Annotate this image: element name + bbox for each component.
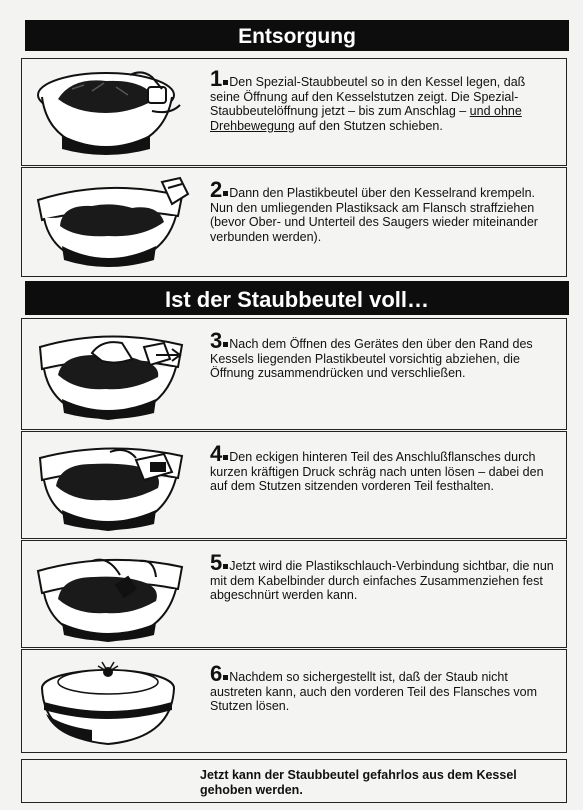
step-6-instruction: Nachdem so sichergestellt ist, daß der Staub nicht austreten kann, auch den vorderen Teil des Flansches vom Stutzen lösen. — [210, 670, 538, 714]
step-3-number: 3 — [210, 328, 223, 353]
plastikbeutel-krempeln-illustration — [32, 174, 192, 272]
step-3-text — [210, 328, 556, 381]
step-4-number: 4 — [210, 441, 223, 466]
step-2-number: 2 — [210, 177, 223, 202]
step-4-instruction: Den eckigen hinteren Teil des Anschlußflansches durch kurzen kräftigen Druck schräg nach unten lösen – dabei den auf dem Stutzen sitzenden vorderen Teil festhalten. — [210, 450, 544, 494]
step-2-instruction: Dann den Plastikbeutel über den Kesselrand krempeln. Nun den umliegenden Plastiksack am Flansch straffziehen (bevor Ober- und Unterteil des Saugers wieder miteinander verbunden werden). — [210, 186, 538, 244]
bullet-square-icon — [223, 455, 228, 460]
bullet-square-icon — [223, 342, 228, 347]
section-heading-entsorgung: Entsorgung — [25, 20, 569, 51]
bullet-square-icon — [223, 564, 228, 569]
kessel-beutel-einlegen-illustration — [32, 65, 192, 161]
step-1-emphasis: und ohne Drehbewegung — [210, 104, 522, 133]
final-note-text: Jetzt kann der Staubbeutel gefahrlos aus dem Kessel gehoben werden. — [200, 768, 517, 797]
step-6-text — [210, 661, 556, 714]
step-5-panel — [21, 540, 567, 648]
bullet-square-icon — [223, 191, 228, 196]
step-1-panel — [21, 58, 567, 166]
bullet-square-icon — [223, 675, 228, 680]
step-1-number: 1 — [210, 66, 223, 91]
step-6-number: 6 — [210, 661, 223, 686]
final-note-panel — [21, 759, 567, 803]
bullet-square-icon — [223, 80, 228, 85]
step-1-text — [210, 66, 556, 133]
step-3-instruction: Nach dem Öffnen des Gerätes den über den Rand des Kessels liegenden Plastikbeutel vorsichtig abziehen, die Öffnung zusammendrücken und verschließen. — [210, 337, 533, 381]
step-1-instruction: Den Spezial-Staubbeutel so in den Kessel legen, daß seine Öffnung auf den Kesselstutzen zeigt. Die Spezial-Staubbeutelöffnung jetzt – bis zum Anschlag – — [210, 75, 526, 119]
step-4-text — [210, 441, 556, 494]
step-2-text — [210, 177, 556, 244]
step-3-panel — [21, 318, 567, 430]
step-5-instruction: Jetzt wird die Plastikschlauch-Verbindung sichtbar, die nun mit dem Kabelbinder durch einfaches Zusammenziehen fest abgeschnürt werden kann. — [210, 559, 554, 603]
step-5-text — [210, 550, 556, 603]
step-4-panel — [21, 431, 567, 539]
beutel-abziehen-illustration — [32, 325, 192, 423]
section-heading-staubbeutel-voll: Ist der Staubbeutel voll… — [25, 281, 569, 315]
flansch-loesen-illustration — [32, 438, 192, 534]
kabelbinder-illustration — [32, 547, 192, 643]
beutel-verschlossen-illustration — [32, 656, 192, 748]
step-2-panel — [21, 167, 567, 277]
step-1-instruction-end: auf den Stutzen schieben. — [294, 118, 443, 133]
step-5-number: 5 — [210, 550, 223, 575]
step-6-panel — [21, 649, 567, 753]
